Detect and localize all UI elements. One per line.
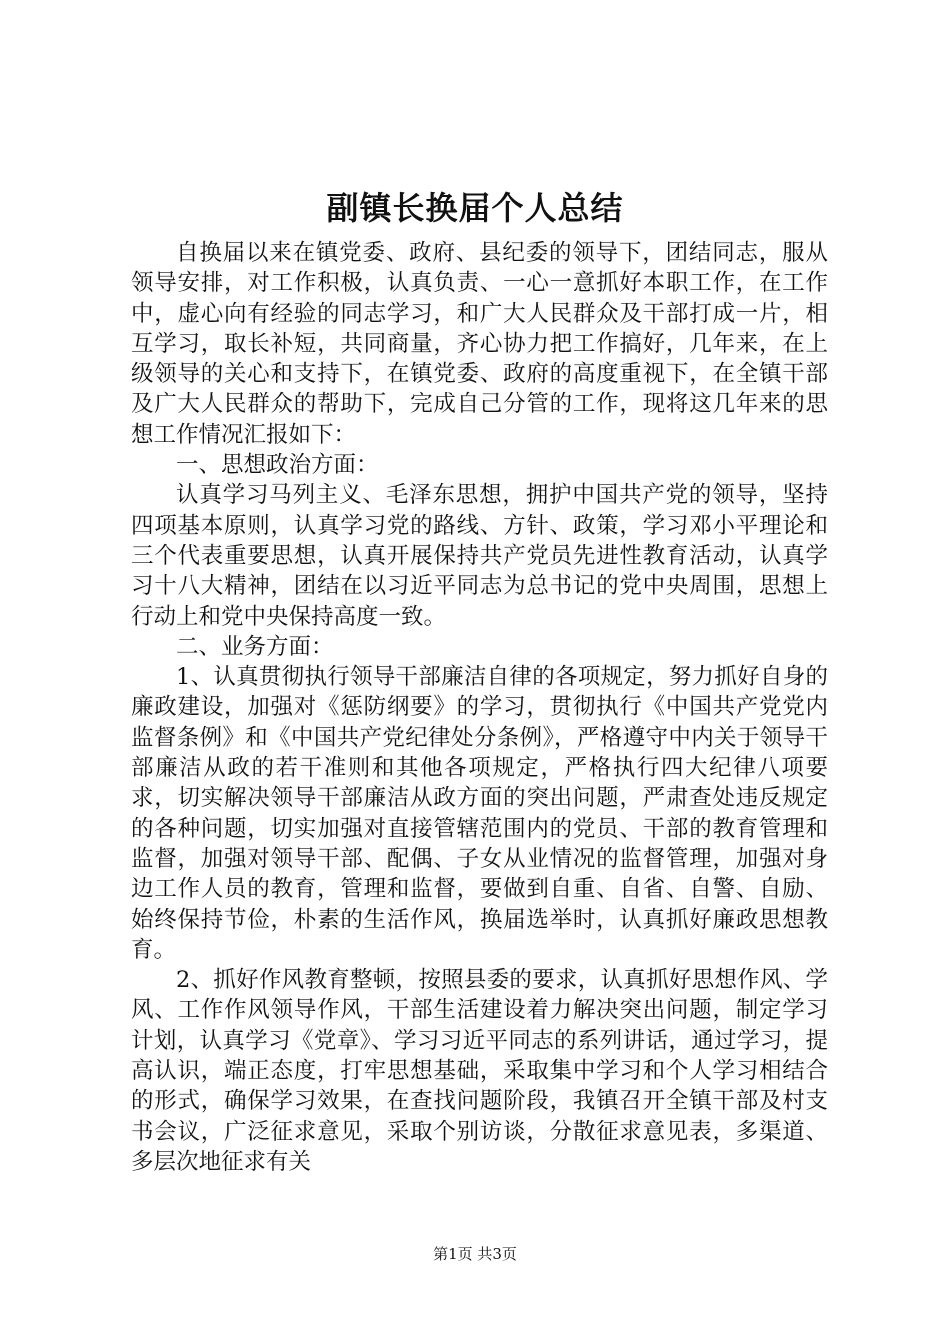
paragraph-business-2: 2、抓好作风教育整顿，按照县委的要求，认真抓好思想作风、学风、工作作风领导作风，干部生活建设着力解决突出问题，制定学习计划，认真学习《党章》、学习习近平同志的系列讲话，通过学习，提高认识，端正态度，打牢思想基础，采取集中学习和个人学习相结合的形式，确保学习效果，在查找问题阶段，我镇召开全镇干部及村支书会议，广泛征求意见，采取个别访谈，分散征求意见表，多渠道、多层次地征求有关 [131,967,828,1175]
page-number-footer: 第1页 共3页 [433,1245,517,1263]
section-heading-business: 二、业务方面： [176,633,334,660]
document-body [131,238,828,1177]
paragraph-intro: 自换届以来在镇党委、政府、县纪委的领导下，团结同志，服从领导安排，对工作积极，认真负责、一心一意抓好本职工作，在工作中，虚心向有经验的同志学习，和广大人民群众及干部打成一片，相互学习，取长补短，共同商量，齐心协力把工作搞好，几年来，在上级领导的关心和支持下，在镇党委、政府的高度重视下，在全镇干部及广大人民群众的帮助下，完成自己分管的工作，现将这几年来的思想工作情况汇报如下： [131,240,828,448]
document-title: 副镇长换届个人总结 [326,189,624,227]
paragraph-political: 认真学习马列主义、毛泽东思想，拥护中国共产党的领导，坚持四项基本原则，认真学习党的路线、方针、政策，学习邓小平理论和三个代表重要思想，认真开展保持共产党员先进性教育活动，认真学习十八大精神，团结在以习近平同志为总书记的党中央周围，思想上行动上和党中央保持高度一致。 [131,482,828,630]
section-heading-political: 一、思想政治方面： [176,452,379,479]
paragraph-business-1: 1、认真贯彻执行领导干部廉洁自律的各项规定，努力抓好自身的廉政建设，加强对《惩防纲要》的学习，贯彻执行《中国共产党党内监督条例》和《中国共产党纪律处分条例》，严格遵守中内关于领导干部廉洁从政的若干准则和其他各项规定，严格执行四大纪律八项要求，切实解决领导干部廉洁从政方面的突出问题，严肃查处违反规定的各种问题，切实加强对直接管辖范围内的党员、干部的教育管理和监督，加强对领导干部、配偶、子女从业情况的监督管理，加强对身边工作人员的教育，管理和监督，要做到自重、自省、自警、自励、始终保持节俭，朴素的生活作风，换届选举时，认真抓好廉政思想教育。 [131,664,828,963]
